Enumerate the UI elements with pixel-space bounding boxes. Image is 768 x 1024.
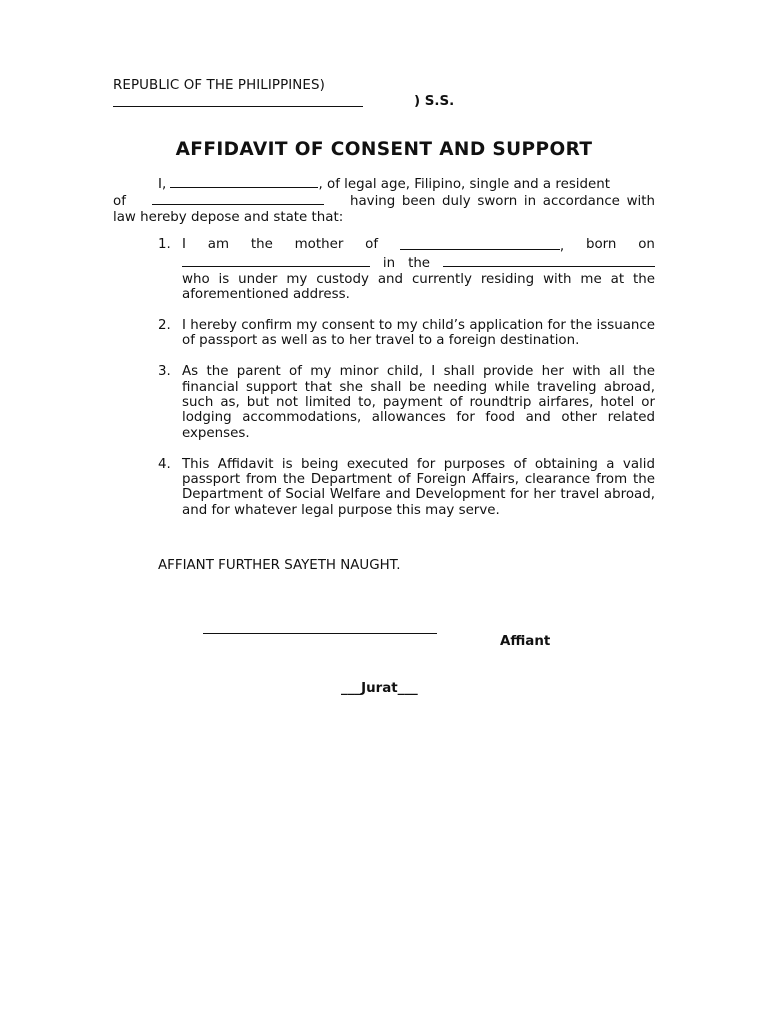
list-item: [158, 364, 655, 441]
item1-word: I: [182, 237, 186, 252]
item-number: 1.: [158, 237, 171, 252]
address-blank: [152, 192, 324, 205]
intro-line-2: [113, 192, 655, 209]
intro-line-3: law hereby depose and state that:: [113, 209, 344, 225]
item1-word: mother: [294, 237, 344, 252]
item1-word: born: [585, 237, 617, 252]
intro-i: I,: [158, 177, 167, 192]
signature-line: [203, 633, 437, 634]
item-number: 4.: [158, 456, 171, 472]
item1-word: the: [408, 256, 431, 272]
intro-after-name: , of legal age, Filipino, single and a resident: [318, 177, 610, 192]
statement-list: [158, 237, 655, 534]
affiant-label: Affiant: [500, 634, 551, 649]
intro-after-address: having been duly sworn in accordance with: [349, 194, 655, 210]
item1-word: on: [638, 237, 655, 252]
ss-label: ) S.S.: [414, 94, 455, 109]
name-blank: [170, 175, 318, 188]
item-text: I hereby confirm my consent to my child’s application for the issuance of passport as well as to her travel to a foreign destination.: [182, 318, 655, 349]
venue-line: [113, 94, 493, 110]
item1-line-1: [182, 237, 655, 254]
item-number: 2.: [158, 318, 171, 334]
item-number: 3.: [158, 364, 171, 380]
jurat-label: ___Jurat___: [341, 681, 418, 696]
item1-word: of: [365, 237, 379, 252]
closing-statement: AFFIANT FURTHER SAYETH NAUGHT.: [158, 558, 401, 573]
list-item: [158, 457, 655, 519]
birth-place-blank: [443, 254, 655, 267]
item1-line-2: [182, 254, 655, 271]
item-text: This Affidavit is being executed for purposes of obtaining a valid passport from the Department of Foreign Affairs, clearance from the Department of Social Welfare and Development for her travel abroad, and for whatever legal purpose this may serve.: [182, 456, 655, 518]
item-text: As the parent of my minor child, I shall provide her with all the financial support that she shall be needing while traveling abroad, such as, but not limited to, payment of roundtrip airfares, hotel or lodging accommodations, allowances for food and other related expenses.: [182, 364, 655, 441]
venue-blank: [113, 94, 363, 107]
child-name-field: [400, 237, 564, 254]
item1-word: the: [250, 237, 273, 252]
item1-word: in: [382, 256, 396, 272]
item1-rest: who is under my custody and currently residing with me at the aforementioned address.: [182, 271, 655, 303]
list-item: [158, 318, 655, 349]
document-title: AFFIDAVIT OF CONSENT AND SUPPORT: [175, 139, 593, 160]
intro-of: of: [113, 194, 126, 210]
republic-header: REPUBLIC OF THE PHILIPPINES): [113, 78, 325, 93]
item1-comma: ,: [559, 239, 565, 254]
intro-paragraph: [113, 175, 655, 225]
list-item: [158, 237, 655, 303]
birth-date-blank: [182, 254, 370, 267]
intro-line-1: [113, 175, 655, 192]
child-name-blank: [400, 237, 560, 250]
item1-word: am: [207, 237, 230, 252]
